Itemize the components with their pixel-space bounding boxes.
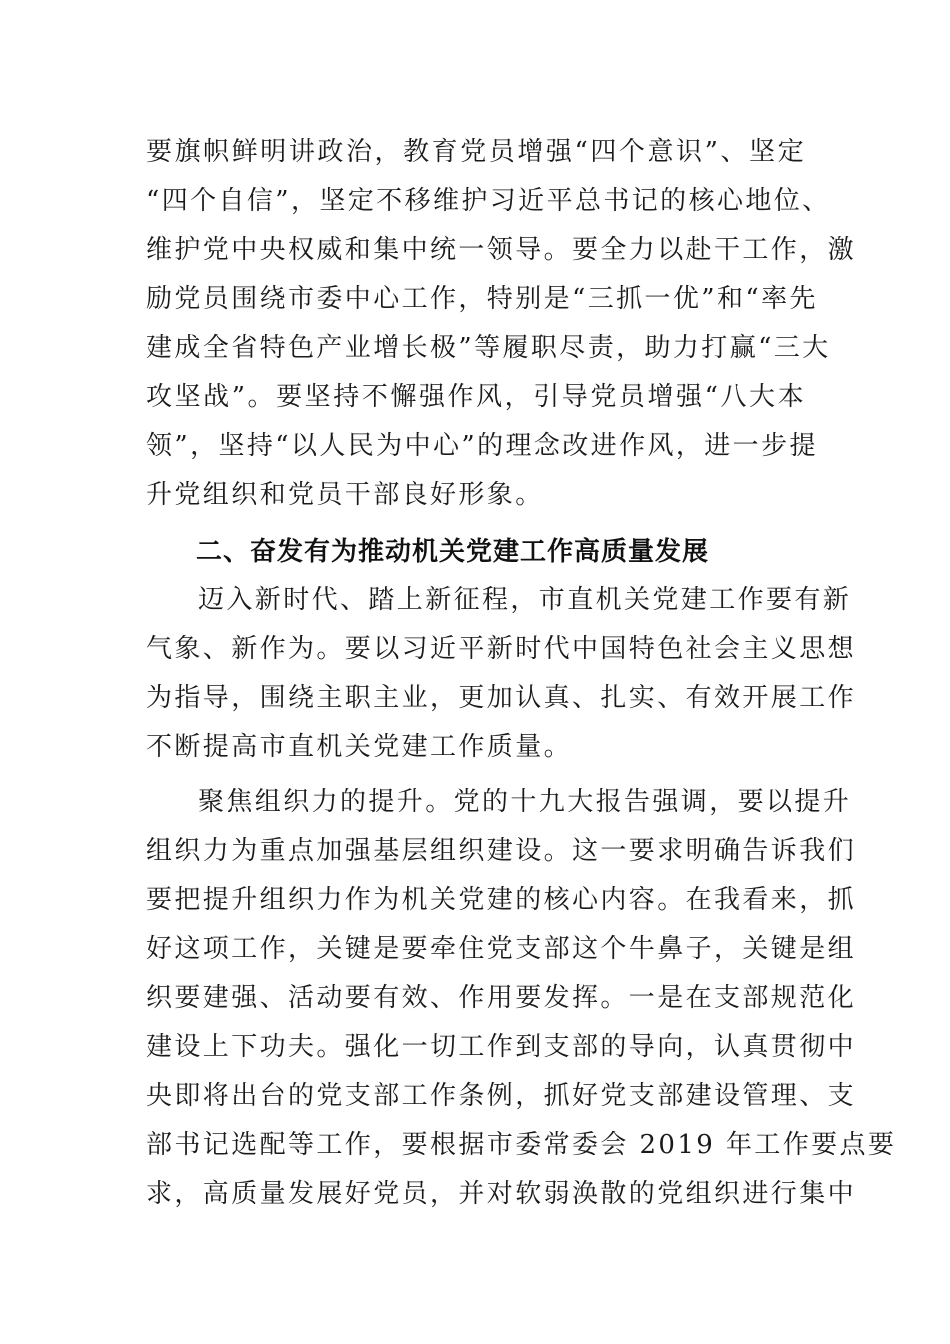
paragraph-line: 织要建强、活动要有效、作用要发挥。一是在支部规范化 [146,983,857,1013]
paragraph-line: 求，高质量发展好党员，并对软弱涣散的党组织进行集中 [146,1179,857,1209]
paragraph-line: 央即将出台的党支部工作条例，抓好党支部建设管理、支 [146,1081,857,1111]
paragraph-3 [146,778,897,1219]
paragraph-line: 气象、新作为。要以习近平新时代中国特色社会主义思想 [146,634,857,664]
paragraph-line: 组织力为重点加强基层组织建设。这一要求明确告诉我们 [146,836,857,866]
paragraph-line: 升党组织和党员干部良好形象。 [146,480,544,510]
section-heading: 二、奋发有为推动机关党建工作高质量发展 [196,537,710,567]
paragraph-line: 攻坚战”。要坚持不懈强作风，引导党员增强“八大本 [146,382,806,412]
paragraph-line: 为指导，围绕主职主业，更加认真、扎实、有效开展工作 [146,683,857,713]
paragraph-line: 维护党中央权威和集中统一领导。要全力以赴干工作，激 [146,235,857,265]
paragraph-2 [146,576,857,772]
paragraph-line: 不断提高市直机关党建工作质量。 [146,732,573,762]
paragraph-line: 要把提升组织力作为机关党建的核心内容。在我看来，抓 [146,885,857,915]
paragraph-line: 聚焦组织力的提升。党的十九大报告强调，要以提升 [198,787,852,817]
paragraph-line: 励党员围绕市委中心工作，特别是“三抓一优”和“率先 [146,284,818,314]
paragraph-line: 部书记选配等工作，要根据市委常委会 2019 年工作要点要 [146,1130,897,1160]
paragraph-line: 建设上下功夫。强化一切工作到支部的导向，认真贯彻中 [146,1032,857,1062]
paragraph-1 [146,128,857,520]
paragraph-line: “四个自信”，坚定不移维护习近平总书记的核心地位、 [146,186,831,216]
paragraph-line: 迈入新时代、踏上新征程，市直机关党建工作要有新 [198,585,852,615]
paragraph-line: 好这项工作，关键是要牵住党支部这个牛鼻子，关键是组 [146,934,857,964]
paragraph-line: 建成全省特色产业增长极”等履职尽责，助力打赢“三大 [146,333,831,363]
paragraph-line: 要旗帜鲜明讲政治，教育党员增强“四个意识”、坚定 [146,137,806,167]
paragraph-line: 领”，坚持“以人民为中心”的理念改进作风，进一步提 [146,431,818,461]
